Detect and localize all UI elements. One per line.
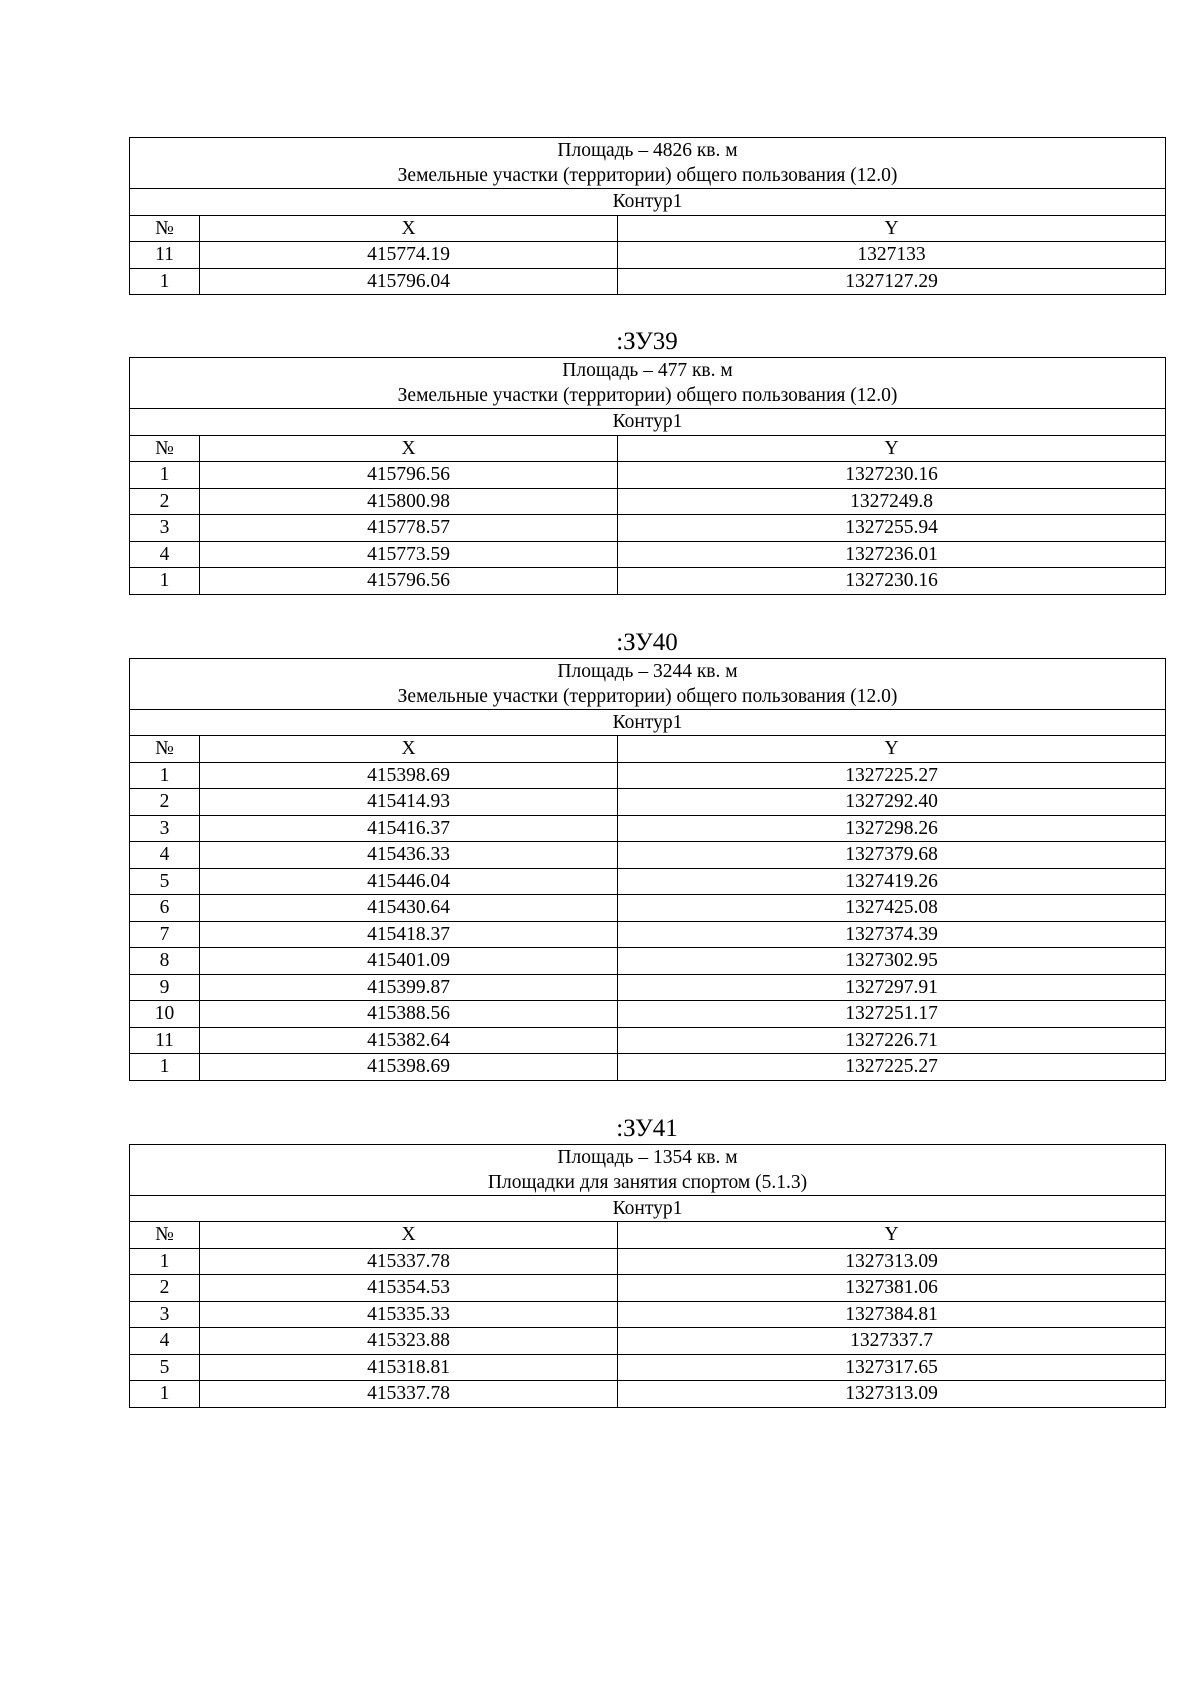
- table-row: [130, 868, 1166, 895]
- y-coordinate: 1327255.94: [618, 515, 1166, 542]
- x-coordinate: 415416.37: [200, 815, 618, 842]
- point-number: 6: [130, 895, 200, 922]
- x-coordinate: 415318.81: [200, 1354, 618, 1381]
- x-coordinate: 415436.33: [200, 842, 618, 869]
- point-number: 1: [130, 568, 200, 595]
- contour-label: Контур1: [130, 709, 1166, 736]
- x-coordinate: 415388.56: [200, 1001, 618, 1028]
- x-coordinate: 415800.98: [200, 488, 618, 515]
- x-coordinate: 415418.37: [200, 921, 618, 948]
- table-row: [130, 242, 1166, 269]
- column-header-y: Y: [618, 1222, 1166, 1249]
- column-header-y: Y: [618, 215, 1166, 242]
- y-coordinate: 1327226.71: [618, 1027, 1166, 1054]
- plot-title: :ЗУ41: [616, 1114, 678, 1142]
- point-number: 2: [130, 789, 200, 816]
- x-coordinate: 415773.59: [200, 541, 618, 568]
- y-coordinate: 1327249.8: [618, 488, 1166, 515]
- point-number: 2: [130, 1275, 200, 1302]
- y-coordinate: 1327419.26: [618, 868, 1166, 895]
- x-coordinate: 415354.53: [200, 1275, 618, 1302]
- column-header-x: X: [200, 1222, 618, 1249]
- point-number: 2: [130, 488, 200, 515]
- y-coordinate: 1327313.09: [618, 1248, 1166, 1275]
- point-number: 1: [130, 1054, 200, 1081]
- y-coordinate: 1327230.16: [618, 568, 1166, 595]
- x-coordinate: 415398.69: [200, 762, 618, 789]
- x-coordinate: 415401.09: [200, 948, 618, 975]
- table-header: [130, 658, 1166, 709]
- column-header-x: X: [200, 215, 618, 242]
- area-label: Площадь – 1354 кв. м: [557, 1146, 738, 1168]
- y-coordinate: 1327297.91: [618, 974, 1166, 1001]
- table-header: [130, 1144, 1166, 1195]
- x-coordinate: 415398.69: [200, 1054, 618, 1081]
- column-header-num: №: [130, 1222, 200, 1249]
- point-number: 1: [130, 1381, 200, 1408]
- column-header-num: №: [130, 215, 200, 242]
- coordinate-table: [129, 357, 1166, 595]
- point-number: 7: [130, 921, 200, 948]
- table-row: [130, 541, 1166, 568]
- y-coordinate: 1327374.39: [618, 921, 1166, 948]
- y-coordinate: 1327298.26: [618, 815, 1166, 842]
- table-row: [130, 1301, 1166, 1328]
- point-number: 4: [130, 1328, 200, 1355]
- table-header: [130, 358, 1166, 409]
- table-row: [130, 789, 1166, 816]
- table-row: [130, 895, 1166, 922]
- y-coordinate: 1327337.7: [618, 1328, 1166, 1355]
- y-coordinate: 1327292.40: [618, 789, 1166, 816]
- y-coordinate: 1327302.95: [618, 948, 1166, 975]
- column-header-y: Y: [618, 736, 1166, 763]
- point-number: 1: [130, 762, 200, 789]
- y-coordinate: 1327236.01: [618, 541, 1166, 568]
- table-row: [130, 1275, 1166, 1302]
- y-coordinate: 1327317.65: [618, 1354, 1166, 1381]
- y-coordinate: 1327133: [618, 242, 1166, 269]
- x-coordinate: 415796.56: [200, 568, 618, 595]
- point-number: 3: [130, 515, 200, 542]
- y-coordinate: 1327251.17: [618, 1001, 1166, 1028]
- x-coordinate: 415774.19: [200, 242, 618, 269]
- point-number: 5: [130, 868, 200, 895]
- x-coordinate: 415337.78: [200, 1381, 618, 1408]
- coordinate-table: [129, 137, 1166, 295]
- land-use-label: Земельные участки (территории) общего пользования (12.0): [397, 165, 898, 186]
- table-row: [130, 974, 1166, 1001]
- x-coordinate: 415335.33: [200, 1301, 618, 1328]
- plot-title: :ЗУ39: [616, 328, 678, 355]
- coordinate-table: [129, 1144, 1166, 1408]
- y-coordinate: 1327384.81: [618, 1301, 1166, 1328]
- area-label: Площадь – 3244 кв. м: [557, 660, 738, 682]
- x-coordinate: 415382.64: [200, 1027, 618, 1054]
- y-coordinate: 1327381.06: [618, 1275, 1166, 1302]
- point-number: 4: [130, 541, 200, 568]
- y-coordinate: 1327313.09: [618, 1381, 1166, 1408]
- x-coordinate: 415323.88: [200, 1328, 618, 1355]
- point-number: 8: [130, 948, 200, 975]
- table-row: [130, 1027, 1166, 1054]
- y-coordinate: 1327230.16: [618, 462, 1166, 489]
- contour-label: Контур1: [130, 189, 1166, 216]
- y-coordinate: 1327225.27: [618, 762, 1166, 789]
- x-coordinate: 415337.78: [200, 1248, 618, 1275]
- column-header-num: №: [130, 736, 200, 763]
- point-number: 1: [130, 268, 200, 295]
- table-row: [130, 1054, 1166, 1081]
- y-coordinate: 1327225.27: [618, 1054, 1166, 1081]
- area-label: Площадь – 4826 кв. м: [557, 140, 738, 161]
- y-coordinate: 1327379.68: [618, 842, 1166, 869]
- x-coordinate: 415446.04: [200, 868, 618, 895]
- y-coordinate: 1327425.08: [618, 895, 1166, 922]
- point-number: 3: [130, 815, 200, 842]
- table-row: [130, 1248, 1166, 1275]
- table-row: [130, 762, 1166, 789]
- point-number: 11: [130, 242, 200, 269]
- table-row: [130, 1381, 1166, 1408]
- table-row: [130, 1001, 1166, 1028]
- table-row: [130, 842, 1166, 869]
- x-coordinate: 415796.56: [200, 462, 618, 489]
- table-row: [130, 488, 1166, 515]
- point-number: 4: [130, 842, 200, 869]
- point-number: 1: [130, 1248, 200, 1275]
- area-label: Площадь – 477 кв. м: [562, 360, 733, 381]
- land-use-label: Земельные участки (территории) общего пользования (12.0): [397, 385, 898, 406]
- y-coordinate: 1327127.29: [618, 268, 1166, 295]
- point-number: 1: [130, 462, 200, 489]
- table-row: [130, 1328, 1166, 1355]
- column-header-x: X: [200, 435, 618, 462]
- table-row: [130, 515, 1166, 542]
- point-number: 9: [130, 974, 200, 1001]
- table-row: [130, 948, 1166, 975]
- column-header-x: X: [200, 736, 618, 763]
- table-row: [130, 568, 1166, 595]
- point-number: 3: [130, 1301, 200, 1328]
- column-header-y: Y: [618, 435, 1166, 462]
- table-row: [130, 1354, 1166, 1381]
- table-row: [130, 268, 1166, 295]
- land-use-label: Площадки для занятия спортом (5.1.3): [487, 1171, 808, 1193]
- land-use-label: Земельные участки (территории) общего пользования (12.0): [397, 685, 898, 707]
- point-number: 10: [130, 1001, 200, 1028]
- table-row: [130, 921, 1166, 948]
- point-number: 5: [130, 1354, 200, 1381]
- table-row: [130, 462, 1166, 489]
- contour-label: Контур1: [130, 409, 1166, 436]
- document-page: [129, 137, 1165, 1408]
- table-row: [130, 815, 1166, 842]
- contour-label: Контур1: [130, 1195, 1166, 1222]
- x-coordinate: 415430.64: [200, 895, 618, 922]
- x-coordinate: 415796.04: [200, 268, 618, 295]
- column-header-num: №: [130, 435, 200, 462]
- plot-title: :ЗУ40: [616, 628, 678, 656]
- x-coordinate: 415414.93: [200, 789, 618, 816]
- x-coordinate: 415778.57: [200, 515, 618, 542]
- table-header: [130, 138, 1166, 189]
- coordinate-table: [129, 658, 1166, 1081]
- x-coordinate: 415399.87: [200, 974, 618, 1001]
- point-number: 11: [130, 1027, 200, 1054]
